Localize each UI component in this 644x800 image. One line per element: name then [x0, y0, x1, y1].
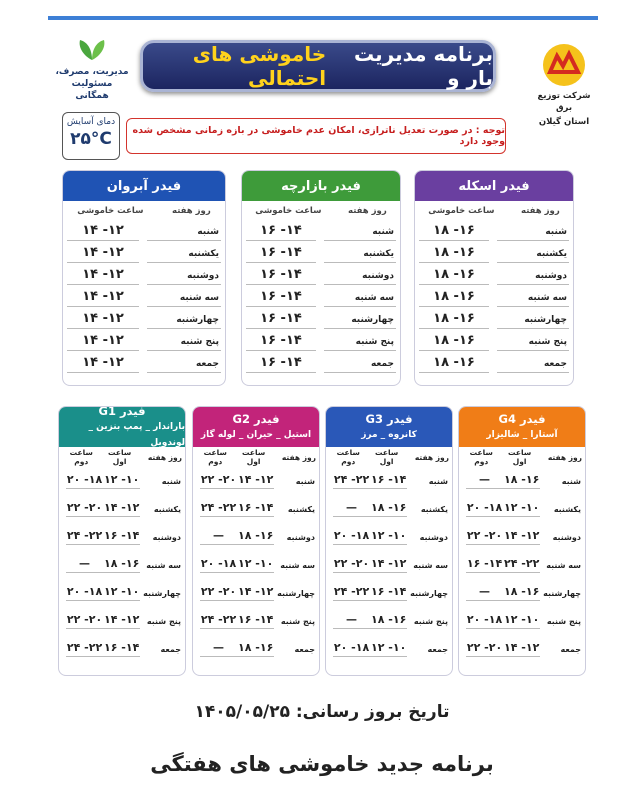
g-feeder-card	[58, 406, 186, 676]
g-feeder-card	[325, 406, 453, 676]
schedule-row	[62, 551, 182, 579]
first-time-cell: ۱۰- ۱۲	[237, 557, 274, 573]
day-cell: جمعه	[497, 355, 569, 373]
day-cell: دوشنبه	[552, 532, 581, 542]
slogan-line-1: مدیریت، مصرف،	[55, 67, 129, 77]
schedule-row	[419, 309, 569, 331]
schedule-row	[196, 607, 316, 635]
second-time-cell: ۱۸- ۲۰	[200, 557, 237, 573]
second-time-cell: —	[466, 473, 503, 489]
schedule-row	[462, 579, 582, 607]
time-cell: ۱۶- ۱۸	[419, 267, 489, 285]
time-header: ساعت خاموشی	[255, 206, 322, 216]
second-time-cell: ۲۲- ۲۴	[333, 585, 370, 601]
time-cell: ۱۴- ۱۶	[246, 267, 316, 285]
schedule-row	[246, 287, 396, 309]
time-cell: ۱۶- ۱۸	[419, 311, 489, 329]
schedule-row	[62, 635, 182, 663]
schedule-row	[329, 579, 449, 607]
second-time-cell: ۱۸- ۲۰	[466, 613, 503, 629]
day-cell: یکشنبه	[420, 504, 448, 514]
schedule-row	[67, 221, 221, 243]
feeder-card	[414, 170, 574, 386]
day-cell: چهارشنبه	[497, 311, 569, 329]
schedule-row	[246, 243, 396, 265]
first-time-cell: ۱۲- ۱۴	[237, 585, 274, 601]
day-cell: دوشنبه	[147, 267, 221, 285]
first-time-cell: ۱۴- ۱۶	[370, 585, 407, 601]
g-feeder-card	[192, 406, 320, 676]
second-time-cell: ۲۰- ۲۲	[466, 529, 503, 545]
company-name-1: شرکت توزیع برق	[537, 91, 591, 113]
title-banner	[140, 40, 496, 92]
first-time-cell: ۱۴- ۱۶	[103, 641, 140, 657]
schedule-row	[246, 221, 396, 243]
schedule-row	[246, 353, 396, 375]
schedule-row	[196, 467, 316, 495]
schedule-row	[419, 353, 569, 375]
day-cell: یکشنبه	[324, 245, 396, 263]
schedule-row	[62, 579, 182, 607]
schedule-row	[329, 467, 449, 495]
second-time-cell: ۲۲- ۲۴	[333, 473, 370, 489]
schedule-row	[67, 309, 221, 331]
time-cell: ۱۶- ۱۸	[419, 333, 489, 351]
time-cell: ۱۶- ۱۸	[419, 289, 489, 307]
first-time-cell: ۱۲- ۱۴	[370, 557, 407, 573]
time-header: ساعت خاموشی	[428, 206, 495, 216]
schedule-row	[419, 243, 569, 265]
second-time-cell: ۲۰- ۲۲	[200, 473, 237, 489]
first-time-cell: ۱۰- ۱۲	[103, 585, 140, 601]
day-header: روز هفته	[414, 452, 449, 462]
power-logo-icon	[541, 42, 587, 88]
schedule-row	[419, 287, 569, 309]
time-cell: ۱۲- ۱۴	[67, 289, 139, 307]
time-cell: ۱۴- ۱۶	[246, 223, 316, 241]
second-time-header: ساعت دوم	[336, 448, 360, 466]
g-feeder-title: فیدر G4	[498, 412, 546, 426]
second-time-cell: —	[333, 613, 370, 629]
day-cell: سه شنبه	[280, 560, 315, 570]
second-time-cell: ۲۰- ۲۲	[66, 501, 103, 517]
first-time-cell: ۱۰- ۱۲	[370, 641, 407, 657]
first-time-cell: ۱۲- ۱۴	[237, 473, 274, 489]
day-header: روز هفته	[172, 206, 211, 216]
first-time-cell: ۱۶- ۱۸	[237, 641, 274, 657]
first-time-cell: ۱۰- ۱۲	[503, 613, 540, 629]
first-time-header: ساعت اول	[507, 448, 532, 466]
schedule-row	[62, 523, 182, 551]
day-cell: جمعه	[160, 644, 181, 654]
day-cell: دوشنبه	[419, 532, 448, 542]
second-time-cell: ۲۲- ۲۴	[200, 501, 237, 517]
second-time-cell: ۱۸- ۲۰	[66, 473, 103, 489]
day-cell: جمعه	[294, 644, 315, 654]
company-name-2: استان گیلان	[538, 117, 590, 127]
day-cell: پنج شنبه	[147, 333, 221, 351]
day-header: روز هفته	[521, 206, 560, 216]
day-header: روز هفته	[547, 452, 582, 462]
g-feeder-header	[326, 407, 452, 447]
time-cell: ۱۲- ۱۴	[67, 245, 139, 263]
day-cell: پنج شنبه	[280, 616, 315, 626]
time-cell: ۱۲- ۱۴	[67, 267, 139, 285]
g-feeder-header	[193, 407, 319, 447]
title-yellow: خاموشی های احتمالی	[192, 42, 327, 90]
time-cell: ۱۴- ۱۶	[246, 245, 316, 263]
first-time-cell: ۱۰- ۱۲	[103, 473, 140, 489]
day-cell: سه شنبه	[147, 289, 221, 307]
day-cell: شنبه	[428, 476, 448, 486]
leaf-icon	[72, 38, 112, 62]
g-feeder-areas: کانروه _ مرز	[361, 430, 417, 440]
time-cell: ۱۴- ۱۶	[246, 289, 316, 307]
schedule-row	[329, 551, 449, 579]
time-cell: ۱۲- ۱۴	[67, 355, 139, 373]
schedule-row	[462, 523, 582, 551]
day-cell: چهارشنبه	[543, 588, 581, 598]
first-time-header: ساعت اول	[241, 448, 266, 466]
day-cell: یکشنبه	[553, 504, 581, 514]
schedule-row	[67, 331, 221, 353]
day-cell: پنج شنبه	[324, 333, 396, 351]
schedule-row	[462, 551, 582, 579]
g-feeder-header	[459, 407, 585, 447]
second-time-cell: ۲۰- ۲۲	[333, 557, 370, 573]
second-time-cell: ۱۸- ۲۰	[333, 529, 370, 545]
second-time-cell: ۱۸- ۲۰	[66, 585, 103, 601]
first-time-cell: ۱۰- ۱۲	[503, 501, 540, 517]
g-feeder-areas: استیل _ حیران _ لوله گاز	[200, 430, 312, 440]
time-cell: ۱۶- ۱۸	[419, 223, 489, 241]
schedule-row	[62, 607, 182, 635]
time-cell: ۱۶- ۱۸	[419, 355, 489, 373]
temp-value: ۲۵°C	[70, 129, 112, 149]
schedule-row	[67, 243, 221, 265]
day-cell: یکشنبه	[153, 504, 181, 514]
time-cell: ۱۲- ۱۴	[67, 223, 139, 241]
time-cell: ۱۲- ۱۴	[67, 311, 139, 329]
first-time-header: ساعت اول	[374, 448, 399, 466]
day-cell: یکشنبه	[287, 504, 315, 514]
schedule-row	[246, 309, 396, 331]
schedule-row	[329, 635, 449, 663]
second-time-cell: ۱۸- ۲۰	[466, 501, 503, 517]
company-logo	[534, 42, 594, 128]
day-cell: جمعه	[427, 644, 448, 654]
time-cell: ۱۶- ۱۸	[419, 245, 489, 263]
schedule-row	[196, 635, 316, 663]
second-time-header: ساعت دوم	[469, 448, 493, 466]
day-header: روز هفته	[147, 452, 182, 462]
day-cell: دوشنبه	[497, 267, 569, 285]
slogan-badge	[54, 38, 130, 102]
second-time-cell: ۱۴- ۱۶	[466, 557, 503, 573]
schedule-row	[329, 495, 449, 523]
schedule-row	[67, 265, 221, 287]
time-cell: ۱۴- ۱۶	[246, 333, 316, 351]
first-time-cell: ۱۴- ۱۶	[103, 529, 140, 545]
schedule-row	[196, 579, 316, 607]
update-date: تاریخ بروز رسانی: ۱۴۰۵/۰۵/۲۵	[194, 702, 450, 722]
day-cell: چهارشنبه	[277, 588, 315, 598]
day-cell: سه شنبه	[497, 289, 569, 307]
second-time-cell: —	[333, 501, 370, 517]
day-cell: جمعه	[147, 355, 221, 373]
temp-label: دمای آسایش	[66, 117, 116, 127]
first-time-cell: ۱۴- ۱۶	[237, 613, 274, 629]
first-time-cell: ۱۴- ۱۶	[370, 473, 407, 489]
schedule-row	[196, 495, 316, 523]
second-time-cell: ۲۰- ۲۲	[66, 613, 103, 629]
day-cell: سه شنبه	[146, 560, 181, 570]
first-time-cell: ۱۰- ۱۲	[370, 529, 407, 545]
day-cell: شنبه	[561, 476, 581, 486]
day-cell: چهارشنبه	[143, 588, 181, 598]
time-cell: ۱۴- ۱۶	[246, 355, 316, 373]
first-time-cell: ۱۶- ۱۸	[237, 529, 274, 545]
time-cell: ۱۲- ۱۴	[67, 333, 139, 351]
second-time-cell: ۲۲- ۲۴	[200, 613, 237, 629]
day-cell: دوشنبه	[286, 532, 315, 542]
day-cell: سه شنبه	[546, 560, 581, 570]
schedule-row	[246, 265, 396, 287]
schedule-row	[62, 495, 182, 523]
comfort-temperature	[62, 112, 120, 160]
notice-box: توجه : در صورت تعدیل ناترازی، امکان عدم خاموشی در بازه زمانی مشخص شده وجود دارد	[126, 118, 506, 154]
day-cell: یکشنبه	[497, 245, 569, 263]
g-feeder-title: فیدر G1	[98, 406, 146, 418]
day-cell: جمعه	[560, 644, 581, 654]
schedule-row	[196, 551, 316, 579]
poster	[48, 20, 598, 692]
feeder-card	[241, 170, 401, 386]
day-cell: یکشنبه	[147, 245, 221, 263]
caption: برنامه جدید خاموشی های هفتگی	[150, 752, 494, 776]
day-header: روز هفته	[348, 206, 387, 216]
schedule-row	[419, 331, 569, 353]
day-cell: شنبه	[161, 476, 181, 486]
day-cell: پنج شنبه	[413, 616, 448, 626]
title-white: برنامه مدیریت بار و	[353, 42, 493, 90]
feeder-title: فیدر اسکله	[415, 171, 573, 201]
day-cell: چهارشنبه	[410, 588, 448, 598]
schedule-row	[419, 265, 569, 287]
day-cell: دوشنبه	[324, 267, 396, 285]
first-time-cell: ۱۲- ۱۴	[503, 529, 540, 545]
second-time-cell: —	[66, 557, 103, 573]
day-cell: شنبه	[324, 223, 396, 241]
schedule-row	[196, 523, 316, 551]
g-feeder-header	[59, 407, 185, 447]
schedule-row	[462, 467, 582, 495]
time-header: ساعت خاموشی	[77, 206, 144, 216]
day-cell: شنبه	[295, 476, 315, 486]
second-time-cell: —	[466, 585, 503, 601]
schedule-row	[67, 353, 221, 375]
day-cell: پنج شنبه	[546, 616, 581, 626]
feeder-card	[62, 170, 226, 386]
day-cell: دوشنبه	[152, 532, 181, 542]
g-feeder-title: فیدر G3	[365, 412, 413, 426]
second-time-cell: ۱۸- ۲۰	[333, 641, 370, 657]
schedule-row	[462, 635, 582, 663]
g-feeder-title: فیدر G2	[232, 412, 280, 426]
first-time-cell: ۱۲- ۱۴	[103, 613, 140, 629]
schedule-row	[62, 467, 182, 495]
second-time-cell: ۲۲- ۲۴	[66, 641, 103, 657]
feeder-title: فیدر بازارچه	[242, 171, 400, 201]
day-cell: چهارشنبه	[324, 311, 396, 329]
day-cell: چهارشنبه	[147, 311, 221, 329]
day-cell: سه شنبه	[324, 289, 396, 307]
day-cell: شنبه	[497, 223, 569, 241]
first-time-cell: ۱۶- ۱۸	[103, 557, 140, 573]
second-time-cell: ۲۰- ۲۲	[200, 585, 237, 601]
first-time-cell: ۱۶- ۱۸	[370, 501, 407, 517]
first-time-cell: ۱۴- ۱۶	[237, 501, 274, 517]
first-time-cell: ۱۶- ۱۸	[370, 613, 407, 629]
day-cell: شنبه	[147, 223, 221, 241]
g-feeder-areas: باراندار _ پمپ بنزین _ لوندویل	[88, 422, 185, 448]
second-time-cell: ۲۰- ۲۲	[466, 641, 503, 657]
day-header: روز هفته	[281, 452, 316, 462]
second-time-cell: —	[200, 641, 237, 657]
schedule-row	[329, 607, 449, 635]
second-time-cell: —	[200, 529, 237, 545]
first-time-cell: ۱۶- ۱۸	[503, 473, 540, 489]
first-time-cell: ۱۶- ۱۸	[503, 585, 540, 601]
g-feeder-card	[458, 406, 586, 676]
second-time-cell: ۲۲- ۲۴	[66, 529, 103, 545]
schedule-row	[462, 607, 582, 635]
second-time-header: ساعت دوم	[69, 448, 93, 466]
day-cell: پنج شنبه	[146, 616, 181, 626]
schedule-row	[462, 495, 582, 523]
day-cell: جمعه	[324, 355, 396, 373]
g-feeder-areas: آستارا _ شالیزار	[486, 430, 558, 440]
day-cell: پنج شنبه	[497, 333, 569, 351]
schedule-row	[329, 523, 449, 551]
feeder-title: فیدر آبروان	[63, 171, 225, 201]
first-time-cell: ۱۲- ۱۴	[103, 501, 140, 517]
first-time-cell: ۲۲- ۲۴	[503, 557, 540, 573]
schedule-row	[419, 221, 569, 243]
day-cell: سه شنبه	[413, 560, 448, 570]
schedule-row	[67, 287, 221, 309]
time-cell: ۱۴- ۱۶	[246, 311, 316, 329]
schedule-row	[246, 331, 396, 353]
first-time-cell: ۱۲- ۱۴	[503, 641, 540, 657]
slogan-line-2: مسئولیت همگانی	[71, 79, 113, 101]
second-time-header: ساعت دوم	[203, 448, 227, 466]
first-time-header: ساعت اول	[107, 448, 132, 466]
